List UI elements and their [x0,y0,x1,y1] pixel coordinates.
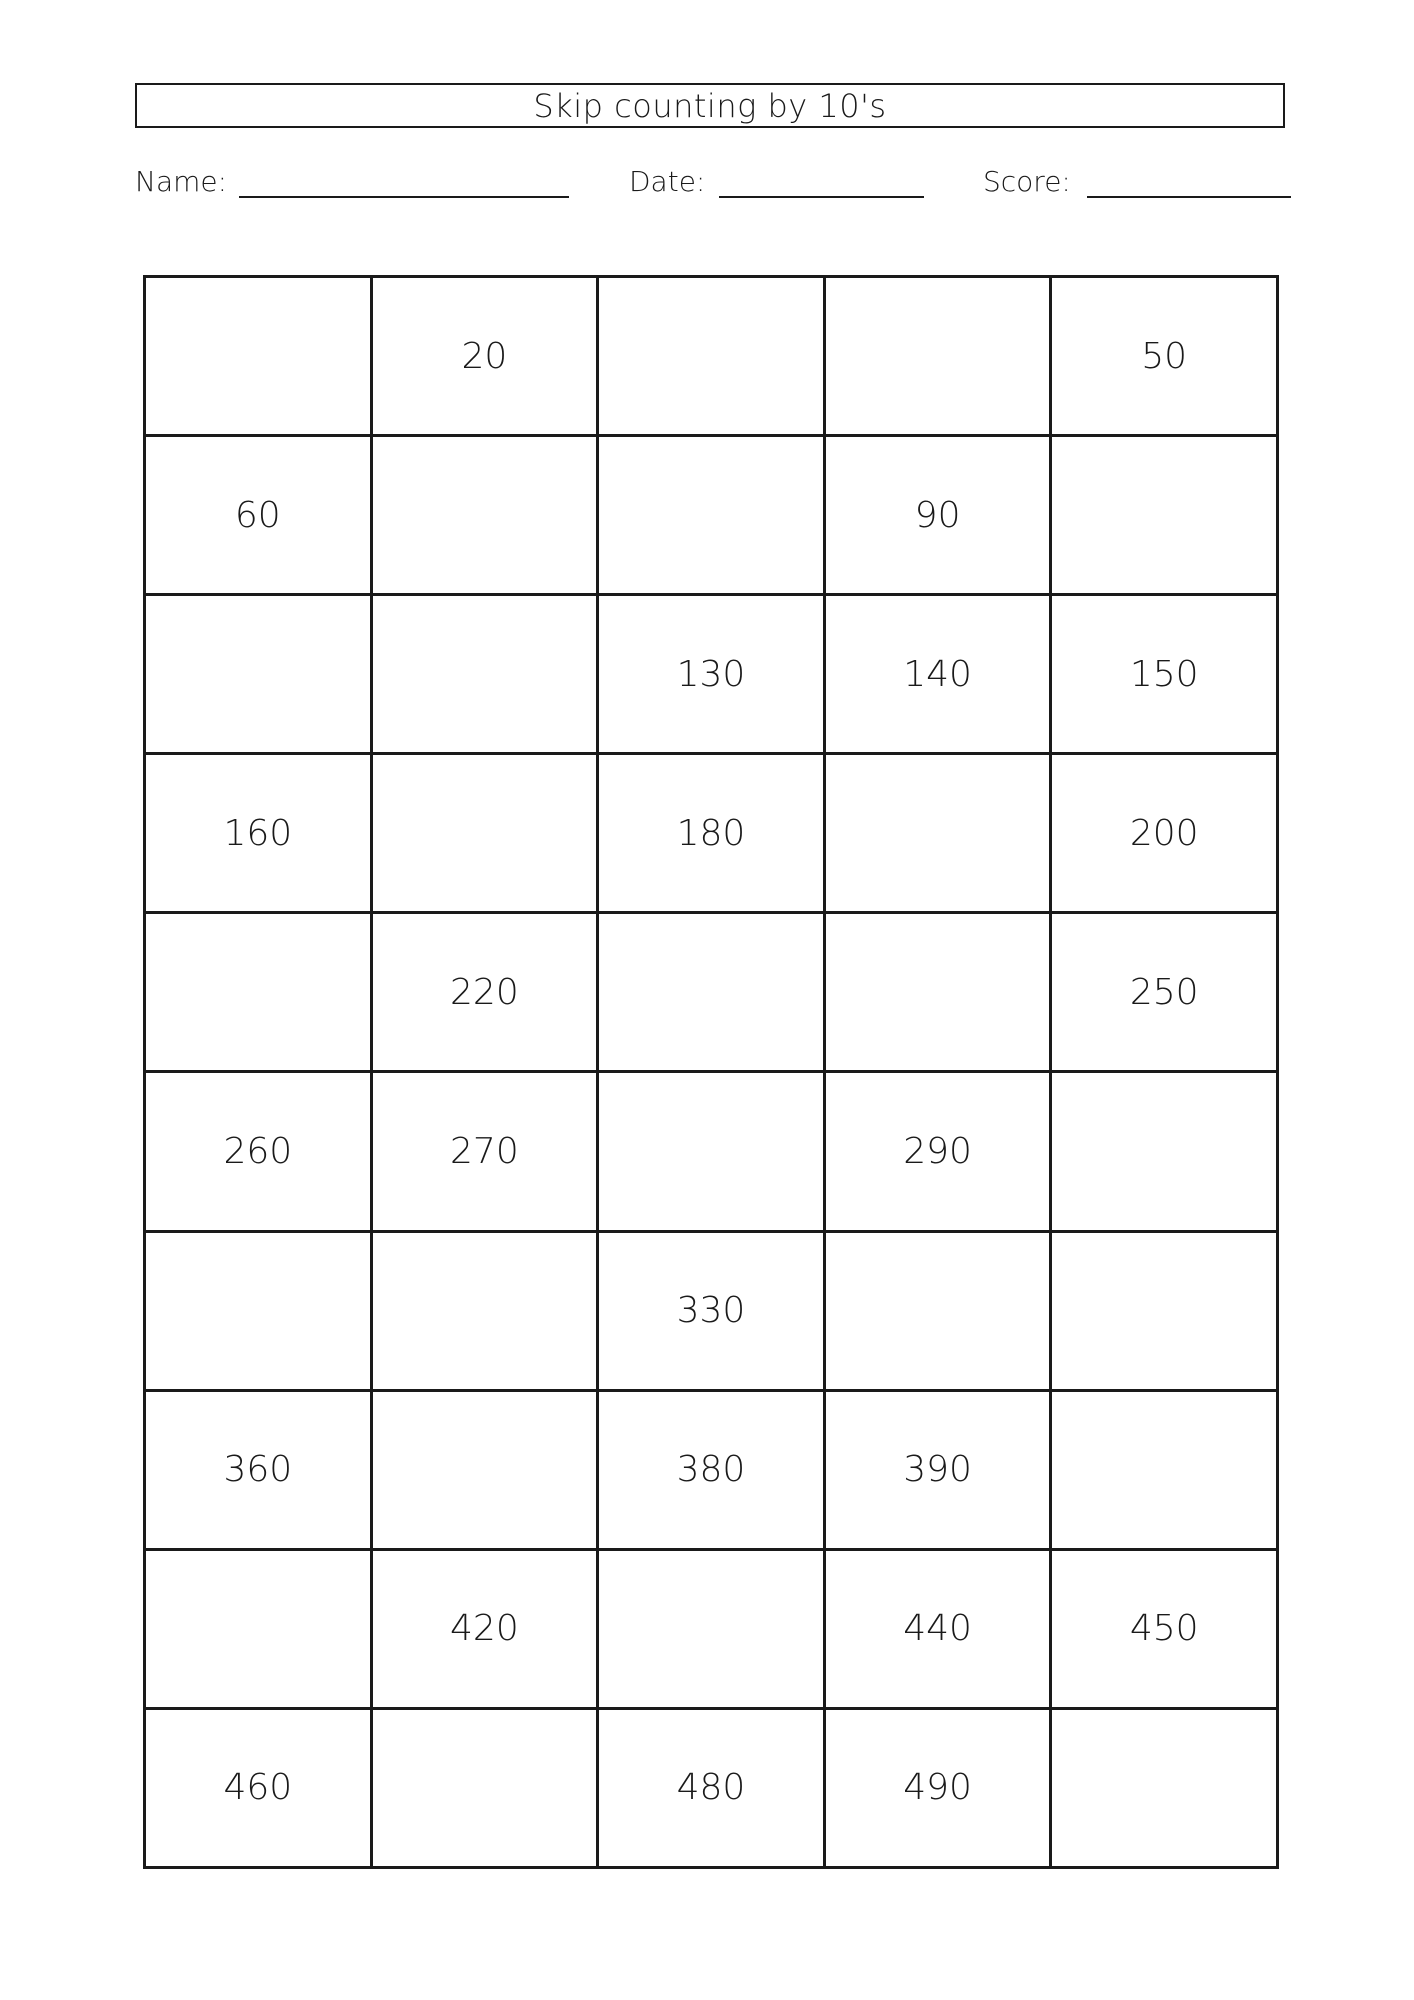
name-label: Name: [135,165,228,198]
grid-cell-number: 60 [145,436,372,595]
grid-cell-number: 250 [1051,913,1278,1072]
worksheet-title: Skip counting by 10's [135,83,1285,128]
name-blank-line[interactable] [239,164,569,198]
grid-cell-number: 150 [1051,595,1278,754]
grid-cell-blank[interactable] [598,1072,825,1231]
name-field [135,162,569,202]
grid-cell-blank[interactable] [824,1231,1051,1390]
grid-cell-blank[interactable] [824,913,1051,1072]
grid-row [145,1231,1278,1390]
grid-cell-blank[interactable] [1051,436,1278,595]
grid-cell-blank[interactable] [145,277,372,436]
grid-cell-blank[interactable] [371,1231,598,1390]
grid-cell-blank[interactable] [598,277,825,436]
grid-cell-number: 140 [824,595,1051,754]
student-info-row [135,162,1287,202]
grid-cell-blank[interactable] [371,754,598,913]
grid-cell-blank[interactable] [1051,1072,1278,1231]
grid-row [145,277,1278,436]
grid-cell-blank[interactable] [1051,1708,1278,1867]
grid-cell-number: 50 [1051,277,1278,436]
skip-counting-grid [143,275,1279,1869]
grid-cell-number: 130 [598,595,825,754]
grid-cell-number: 260 [145,1072,372,1231]
grid-cell-number: 330 [598,1231,825,1390]
date-field [629,162,924,202]
grid-cell-blank[interactable] [824,277,1051,436]
grid-row [145,1390,1278,1549]
grid-cell-blank[interactable] [145,595,372,754]
grid-cell-number: 440 [824,1549,1051,1708]
grid-cell-blank[interactable] [1051,1390,1278,1549]
grid-row [145,595,1278,754]
grid-cell-number: 460 [145,1708,372,1867]
grid-cell-number: 420 [371,1549,598,1708]
grid-cell-number: 220 [371,913,598,1072]
grid-row [145,754,1278,913]
grid-cell-blank[interactable] [145,913,372,1072]
grid-cell-number: 160 [145,754,372,913]
grid-cell-number: 390 [824,1390,1051,1549]
grid-cell-blank[interactable] [598,436,825,595]
grid-cell-number: 200 [1051,754,1278,913]
grid-cell-blank[interactable] [598,913,825,1072]
score-blank-line[interactable] [1087,164,1291,198]
grid-cell-number: 180 [598,754,825,913]
grid-cell-blank[interactable] [1051,1231,1278,1390]
grid-cell-number: 490 [824,1708,1051,1867]
grid-cell-number: 290 [824,1072,1051,1231]
grid-cell-blank[interactable] [371,1708,598,1867]
grid-cell-number: 20 [371,277,598,436]
score-field [983,162,1291,202]
grid-cell-number: 360 [145,1390,372,1549]
grid-cell-number: 480 [598,1708,825,1867]
grid-cell-blank[interactable] [371,436,598,595]
grid-row [145,1549,1278,1708]
grid-cell-blank[interactable] [145,1549,372,1708]
score-label: Score: [983,165,1071,198]
grid-cell-blank[interactable] [824,754,1051,913]
date-blank-line[interactable] [719,164,924,198]
grid-cell-number: 450 [1051,1549,1278,1708]
grid-row [145,436,1278,595]
grid-cell-blank[interactable] [371,1390,598,1549]
grid-cell-number: 90 [824,436,1051,595]
grid-row [145,913,1278,1072]
grid-cell-blank[interactable] [371,595,598,754]
grid-row [145,1072,1278,1231]
grid-cell-number: 270 [371,1072,598,1231]
grid-cell-blank[interactable] [145,1231,372,1390]
date-label: Date: [629,165,706,198]
grid-cell-number: 380 [598,1390,825,1549]
grid-cell-blank[interactable] [598,1549,825,1708]
grid-row [145,1708,1278,1867]
